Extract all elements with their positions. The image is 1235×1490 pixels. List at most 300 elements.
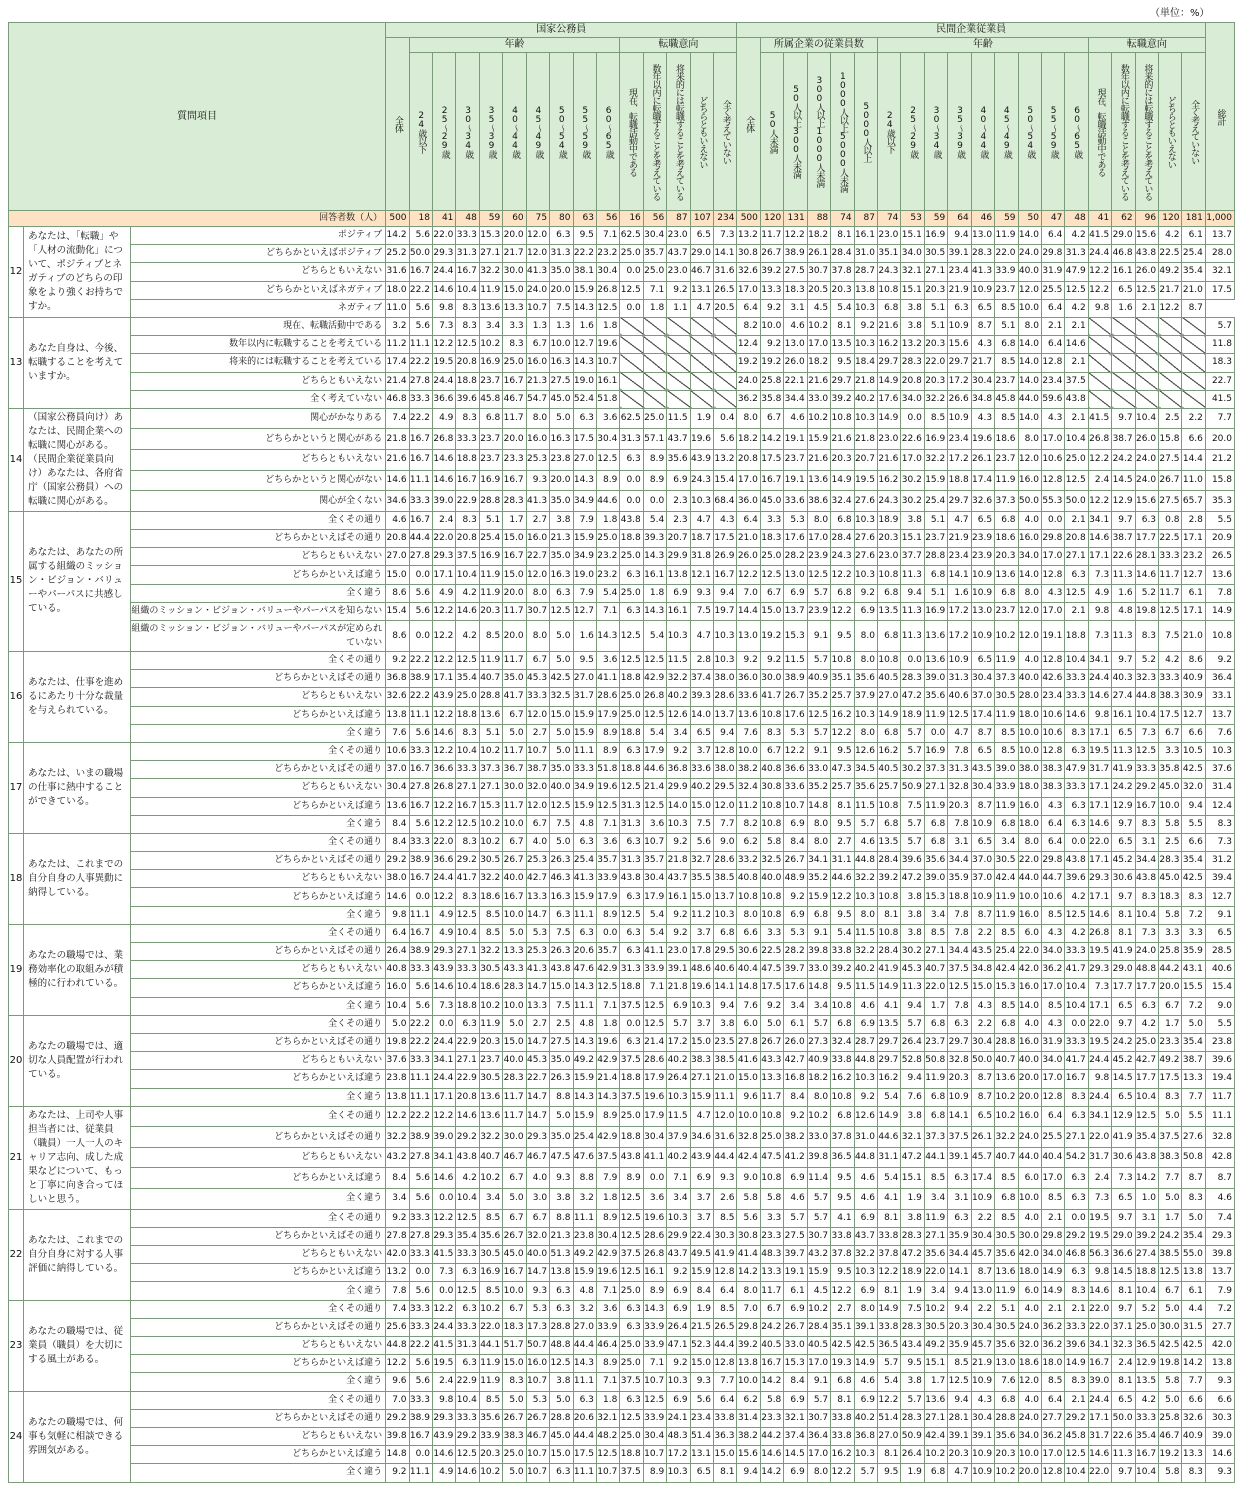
value-cell: 29.3 xyxy=(1088,961,1111,979)
respondents-value: 500 xyxy=(737,211,760,227)
answer-label: 全くその通り xyxy=(131,1106,386,1127)
value-cell: 26.7 xyxy=(526,1409,549,1427)
value-cell: 17.6 xyxy=(784,979,807,997)
value-cell: 11.9 xyxy=(479,281,502,299)
value-cell: 6.1 xyxy=(1182,584,1205,602)
value-cell: 21.3 xyxy=(526,372,549,390)
value-cell: 45.8 xyxy=(995,390,1018,408)
value-cell: 15.9 xyxy=(573,281,596,299)
value-cell: 13.3 xyxy=(760,1264,783,1282)
value-cell: 5.0 xyxy=(1159,1106,1182,1127)
value-cell: 20.3 xyxy=(948,1318,971,1336)
value-cell: 24.2 xyxy=(760,1318,783,1336)
value-cell: 18.8 xyxy=(456,450,479,471)
value-cell: 25.4 xyxy=(573,852,596,870)
value-cell: 38.1 xyxy=(573,263,596,281)
question-text: あなたは、いまの職場の仕事に熱中することができている。 xyxy=(24,742,131,833)
value-cell: 33.0 xyxy=(807,761,830,779)
value-cell: 4.3 xyxy=(971,408,994,429)
value-cell: 3.1 xyxy=(1135,833,1158,851)
table-row xyxy=(9,336,1235,354)
value-cell: 5.8 xyxy=(1159,906,1182,924)
value-cell: 25.0 xyxy=(1065,450,1088,471)
value-cell: 20.3 xyxy=(479,602,502,620)
value-cell: 11.9 xyxy=(995,227,1018,245)
value-cell: 14.8 xyxy=(737,979,760,997)
value-cell: 31.3 xyxy=(620,815,643,833)
value-cell: 14.0 xyxy=(1018,336,1041,354)
value-cell: 15.8 xyxy=(1159,429,1182,450)
table-row xyxy=(9,1033,1235,1051)
not-applicable-cell xyxy=(643,317,666,335)
value-cell: 9.8 xyxy=(432,299,455,317)
value-cell: 3.8 xyxy=(550,1189,573,1210)
value-cell: 22.2 xyxy=(409,408,432,429)
value-cell: 9.5 xyxy=(831,1168,854,1189)
value-cell: 27.6 xyxy=(854,491,877,512)
value-cell: 15.0 xyxy=(690,888,713,906)
value-cell: 12.4 xyxy=(1205,797,1234,815)
value-cell: 11.7 xyxy=(503,742,526,760)
value-cell: 31.1 xyxy=(831,852,854,870)
value-cell: 4.8 xyxy=(573,815,596,833)
question-text: あなたは、これまでの自分自身の人事異動に納得している。 xyxy=(24,833,131,924)
value-cell: 9.4 xyxy=(714,724,737,742)
answer-label: どちらかといえばその通り xyxy=(131,1227,386,1245)
value-cell: 32.0 xyxy=(1182,779,1205,797)
value-cell: 26.0 xyxy=(784,1033,807,1051)
value-cell: 8.1 xyxy=(714,1464,737,1482)
value-cell: 10.3 xyxy=(854,1264,877,1282)
answer-label: ネガティブ xyxy=(131,299,386,317)
value-cell: 16.2 xyxy=(877,336,900,354)
value-cell: 11.1 xyxy=(573,906,596,924)
value-cell: 5.0 xyxy=(503,924,526,942)
value-cell: 11.9 xyxy=(995,906,1018,924)
value-cell: 12.5 xyxy=(643,1391,666,1409)
value-cell: 16.7 xyxy=(760,470,783,491)
value-cell: 16.2 xyxy=(831,706,854,724)
question-number: 23 xyxy=(9,1300,24,1391)
value-cell: 9.1 xyxy=(807,621,830,652)
col-private-5 xyxy=(854,53,877,211)
value-cell: 2.1 xyxy=(1135,299,1158,317)
value-cell: 15.0 xyxy=(690,1355,713,1373)
value-cell: 3.3 xyxy=(1159,742,1182,760)
value-cell: 7.2 xyxy=(1182,906,1205,924)
value-cell: 17.4 xyxy=(971,1168,994,1189)
value-cell: 4.6 xyxy=(854,833,877,851)
value-cell: 10.2 xyxy=(924,1300,947,1318)
value-cell: 22.7 xyxy=(1205,372,1234,390)
value-cell: 8.3 xyxy=(503,336,526,354)
value-cell: 22.2 xyxy=(409,1015,432,1033)
value-cell: 10.4 xyxy=(1135,408,1158,429)
value-cell: 14.2 xyxy=(760,1464,783,1482)
value-cell: 6.9 xyxy=(667,1282,690,1300)
value-cell: 6.6 xyxy=(737,924,760,942)
value-cell: 16.7 xyxy=(456,470,479,491)
value-cell: 12.8 xyxy=(1041,1464,1064,1482)
value-cell: 6.3 xyxy=(1065,566,1088,584)
value-cell: 20.3 xyxy=(948,797,971,815)
value-cell: 30.4 xyxy=(971,670,994,688)
value-cell: 3.7 xyxy=(690,742,713,760)
question-number: 14 xyxy=(9,408,24,511)
answer-label: どちらともいえない xyxy=(131,1246,386,1264)
value-cell: 39.1 xyxy=(854,1318,877,1336)
value-cell: 32.2 xyxy=(854,943,877,961)
value-cell: 42.8 xyxy=(1205,1147,1234,1168)
value-cell: 35.0 xyxy=(550,1052,573,1070)
value-cell: 33.3 xyxy=(1159,670,1182,688)
value-cell: 22.2 xyxy=(409,1106,432,1127)
value-cell: 10.3 xyxy=(667,621,690,652)
value-cell: 21.9 xyxy=(948,530,971,548)
value-cell: 30.7 xyxy=(807,263,830,281)
value-cell: 39.2 xyxy=(831,961,854,979)
value-cell: 11.9 xyxy=(924,797,947,815)
value-cell: 15.3 xyxy=(784,1355,807,1373)
value-cell: 10.6 xyxy=(1041,706,1064,724)
col-private-7-label: 25〜29歳 xyxy=(908,105,919,158)
value-cell: 20.8 xyxy=(737,450,760,471)
value-cell: 55.0 xyxy=(1182,1246,1205,1264)
value-cell: 8.9 xyxy=(620,1168,643,1189)
value-cell: 15.0 xyxy=(503,1355,526,1373)
value-cell: 12.2 xyxy=(1088,281,1111,299)
respondents-value: 62 xyxy=(1112,211,1135,227)
value-cell: 65.7 xyxy=(1182,491,1205,512)
value-cell: 33.9 xyxy=(596,870,619,888)
value-cell: 16.7 xyxy=(409,797,432,815)
value-cell: 6.4 xyxy=(714,1391,737,1409)
col-national-11-label: 数年以内に転職することを考えている xyxy=(650,63,661,200)
value-cell: 31.2 xyxy=(1205,852,1234,870)
value-cell: 22.9 xyxy=(456,491,479,512)
value-cell: 45.8 xyxy=(1065,1427,1088,1445)
value-cell: 28.3 xyxy=(901,1409,924,1427)
value-cell: 37.5 xyxy=(596,1147,619,1168)
answer-label: 全くその通り xyxy=(131,1300,386,1318)
value-cell: 44.6 xyxy=(831,870,854,888)
value-cell: 22.2 xyxy=(409,1033,432,1051)
value-cell: 41.5 xyxy=(1088,408,1111,429)
value-cell: 38.9 xyxy=(409,943,432,961)
value-cell: 5.4 xyxy=(643,724,666,742)
value-cell: 30.4 xyxy=(971,1318,994,1336)
value-cell: 2.1 xyxy=(1065,511,1088,529)
value-cell: 25.0 xyxy=(620,1355,643,1373)
value-cell: 47.5 xyxy=(760,1147,783,1168)
value-cell: 8.0 xyxy=(1018,429,1041,450)
value-cell: 26.8 xyxy=(432,429,455,450)
value-cell: 9.5 xyxy=(831,815,854,833)
value-cell: 5.1 xyxy=(924,317,947,335)
value-cell: 29.7 xyxy=(948,1033,971,1051)
answer-label: 全くその通り xyxy=(131,1015,386,1033)
value-cell: 1.9 xyxy=(901,1189,924,1210)
value-cell: 39.7 xyxy=(784,961,807,979)
value-cell: 0.0 xyxy=(409,566,432,584)
value-cell: 17.7 xyxy=(1135,1070,1158,1088)
value-cell: 6.5 xyxy=(1112,281,1135,299)
value-cell: 8.5 xyxy=(479,1282,502,1300)
value-cell: 50.8 xyxy=(1182,1147,1205,1168)
value-cell: 18.0 xyxy=(1018,815,1041,833)
value-cell: 10.7 xyxy=(526,1464,549,1482)
value-cell: 19.7 xyxy=(714,602,737,620)
value-cell: 20.0 xyxy=(1018,1070,1041,1088)
value-cell: 9.7 xyxy=(1112,815,1135,833)
value-cell: 4.7 xyxy=(690,1106,713,1127)
value-cell: 5.3 xyxy=(526,924,549,942)
value-cell: 10.9 xyxy=(971,815,994,833)
value-cell: 40.2 xyxy=(854,1409,877,1427)
value-cell: 35.7 xyxy=(643,852,666,870)
value-cell: 33.2 xyxy=(737,852,760,870)
value-cell: 25.0 xyxy=(596,530,619,548)
value-cell: 34.0 xyxy=(1041,1246,1064,1264)
value-cell: 7.7 xyxy=(714,1373,737,1391)
value-cell: 41.9 xyxy=(1112,1127,1135,1148)
value-cell: 15.1 xyxy=(901,227,924,245)
value-cell: 43.9 xyxy=(432,961,455,979)
value-cell: 12.6 xyxy=(667,706,690,724)
value-cell: 36.3 xyxy=(714,1427,737,1445)
value-cell: 32.3 xyxy=(1135,670,1158,688)
value-cell: 14.6 xyxy=(432,470,455,491)
answer-label: どちらかといえばポジティブ xyxy=(131,245,386,263)
value-cell: 12.5 xyxy=(643,797,666,815)
value-cell: 44.8 xyxy=(854,852,877,870)
table-row xyxy=(9,1446,1235,1464)
value-cell: 13.5 xyxy=(877,1015,900,1033)
value-cell: 35.6 xyxy=(479,1227,502,1245)
value-cell: 10.9 xyxy=(971,1189,994,1210)
answer-label: 将来的には転職することを考えている xyxy=(131,354,386,372)
value-cell: 50.9 xyxy=(901,1427,924,1445)
value-cell: 33.9 xyxy=(596,1318,619,1336)
value-cell: 24.2 xyxy=(1112,779,1135,797)
table-row xyxy=(9,1127,1235,1148)
value-cell: 13.6 xyxy=(1205,566,1234,584)
value-cell: 8.3 xyxy=(1182,888,1205,906)
value-cell: 24.3 xyxy=(831,548,854,566)
value-cell: 5.4 xyxy=(643,906,666,924)
value-cell: 27.0 xyxy=(877,688,900,706)
value-cell: 3.3 xyxy=(1159,924,1182,942)
value-cell: 10.3 xyxy=(714,906,737,924)
value-cell: 8.0 xyxy=(1018,584,1041,602)
value-cell: 1.9 xyxy=(690,1300,713,1318)
col-private-3-label: 300人以上1000人未満 xyxy=(814,76,825,187)
col-national-13-label: どちらともいえない xyxy=(697,95,708,168)
value-cell: 16.7 xyxy=(503,548,526,566)
value-cell: 29.3 xyxy=(432,1227,455,1245)
size-header-private: 所属企業の従業員数 xyxy=(760,38,877,53)
value-cell: 6.8 xyxy=(924,566,947,584)
value-cell: 8.0 xyxy=(807,1088,830,1106)
value-cell: 40.4 xyxy=(1041,1147,1064,1168)
value-cell: 12.5 xyxy=(1135,1106,1158,1127)
value-cell: 28.8 xyxy=(924,548,947,566)
value-cell: 33.6 xyxy=(784,779,807,797)
value-cell: 1.7 xyxy=(924,1373,947,1391)
value-cell: 22.0 xyxy=(432,227,455,245)
value-cell: 5.7 xyxy=(854,1464,877,1482)
not-applicable-cell xyxy=(643,354,666,372)
value-cell: 14.5 xyxy=(1112,1264,1135,1282)
value-cell: 33.3 xyxy=(1135,761,1158,779)
value-cell: 29.8 xyxy=(1041,852,1064,870)
value-cell: 9.7 xyxy=(1112,1015,1135,1033)
value-cell: 14.8 xyxy=(386,1446,409,1464)
value-cell: 27.0 xyxy=(573,450,596,471)
value-cell: 16.9 xyxy=(479,470,502,491)
value-cell: 8.7 xyxy=(1182,1168,1205,1189)
value-cell: 3.8 xyxy=(901,511,924,529)
table-row xyxy=(9,1355,1235,1373)
value-cell: 9.3 xyxy=(526,1282,549,1300)
value-cell: 12.5 xyxy=(620,1189,643,1210)
value-cell: 17.1 xyxy=(1088,852,1111,870)
value-cell: 15.0 xyxy=(503,281,526,299)
value-cell: 6.9 xyxy=(784,906,807,924)
value-cell: 2.1 xyxy=(1041,1209,1064,1227)
value-cell: 14.3 xyxy=(573,979,596,997)
value-cell: 10.3 xyxy=(667,1209,690,1227)
value-cell: 23.7 xyxy=(924,1033,947,1051)
value-cell: 32.2 xyxy=(924,390,947,408)
value-cell: 23.7 xyxy=(995,450,1018,471)
value-cell: 6.8 xyxy=(877,299,900,317)
value-cell: 34.0 xyxy=(901,390,924,408)
not-applicable-cell xyxy=(620,390,643,408)
value-cell: 3.4 xyxy=(667,1189,690,1210)
value-cell: 16.7 xyxy=(409,263,432,281)
value-cell: 12.5 xyxy=(596,797,619,815)
value-cell: 18.8 xyxy=(948,470,971,491)
value-cell: 24.0 xyxy=(1135,450,1158,471)
value-cell: 10.0 xyxy=(503,815,526,833)
value-cell: 7.6 xyxy=(386,724,409,742)
value-cell: 27.1 xyxy=(1065,1127,1088,1148)
value-cell: 39.2 xyxy=(877,870,900,888)
value-cell: 12.2 xyxy=(877,1264,900,1282)
value-cell: 39.1 xyxy=(948,245,971,263)
not-applicable-cell xyxy=(643,336,666,354)
value-cell: 16.0 xyxy=(1018,530,1041,548)
value-cell: 17.1 xyxy=(432,670,455,688)
col-national-5 xyxy=(503,53,526,211)
value-cell: 3.4 xyxy=(924,1189,947,1210)
value-cell: 23.3 xyxy=(760,1227,783,1245)
value-cell: 9.1 xyxy=(807,924,830,942)
value-cell: 16.0 xyxy=(526,1355,549,1373)
value-cell: 27.1 xyxy=(924,779,947,797)
value-cell: 4.2 xyxy=(1159,227,1182,245)
value-cell: 8.5 xyxy=(1041,997,1064,1015)
value-cell: 6.8 xyxy=(877,724,900,742)
value-cell: 37.0 xyxy=(386,761,409,779)
value-cell: 33.3 xyxy=(1065,779,1088,797)
value-cell: 11.0 xyxy=(386,299,409,317)
answer-label: 全く違う xyxy=(131,1373,386,1391)
value-cell: 5.6 xyxy=(409,584,432,602)
value-cell: 26.7 xyxy=(503,852,526,870)
value-cell: 38.5 xyxy=(1159,1246,1182,1264)
value-cell: 38.7 xyxy=(1112,530,1135,548)
value-cell: 32.2 xyxy=(667,670,690,688)
value-cell: 6.3 xyxy=(1065,1189,1088,1210)
value-cell: 26.0 xyxy=(737,548,760,566)
value-cell: 5.6 xyxy=(409,1282,432,1300)
answer-label: 組織のミッション・ビジョン・バリューやパーパスを知らない xyxy=(131,602,386,620)
value-cell: 46.4 xyxy=(596,1337,619,1355)
value-cell: 30.5 xyxy=(995,1227,1018,1245)
value-cell: 21.0 xyxy=(737,530,760,548)
value-cell: 20.0 xyxy=(1205,429,1234,450)
value-cell: 6.0 xyxy=(1018,1168,1041,1189)
value-cell: 33.3 xyxy=(456,761,479,779)
value-cell: 12.2 xyxy=(1159,299,1182,317)
value-cell: 14.3 xyxy=(573,470,596,491)
value-cell: 34.4 xyxy=(948,1246,971,1264)
value-cell: 7.1 xyxy=(596,1282,619,1300)
value-cell: 6.3 xyxy=(948,1168,971,1189)
value-cell: 39.2 xyxy=(760,263,783,281)
value-cell: 35.6 xyxy=(995,1337,1018,1355)
value-cell: 8.1 xyxy=(1112,1373,1135,1391)
value-cell: 38.9 xyxy=(409,852,432,870)
value-cell: 8.5 xyxy=(1041,1189,1064,1210)
value-cell: 31.9 xyxy=(1041,1033,1064,1051)
value-cell: 6.7 xyxy=(760,742,783,760)
value-cell: 6.0 xyxy=(737,1015,760,1033)
value-cell: 23.3 xyxy=(1159,1033,1182,1051)
value-cell: 35.5 xyxy=(690,870,713,888)
value-cell: 10.3 xyxy=(667,815,690,833)
value-cell: 10.8 xyxy=(877,566,900,584)
value-cell: 20.8 xyxy=(386,530,409,548)
value-cell: 17.1 xyxy=(1088,797,1111,815)
value-cell: 24.2 xyxy=(1112,450,1135,471)
not-applicable-cell xyxy=(620,317,643,335)
value-cell: 8.3 xyxy=(1182,1464,1205,1482)
value-cell: 20.3 xyxy=(479,1033,502,1051)
value-cell: 12.5 xyxy=(620,1264,643,1282)
table-row xyxy=(9,997,1235,1015)
value-cell: 44.4 xyxy=(573,1427,596,1445)
value-cell: 35.8 xyxy=(760,390,783,408)
value-cell: 8.9 xyxy=(643,1282,666,1300)
value-cell: 40.2 xyxy=(854,961,877,979)
value-cell: 29.2 xyxy=(456,852,479,870)
value-cell: 9.2 xyxy=(667,924,690,942)
value-cell: 35.4 xyxy=(1182,1227,1205,1245)
value-cell: 35.0 xyxy=(550,491,573,512)
value-cell: 31.9 xyxy=(1041,263,1064,281)
value-cell: 20.7 xyxy=(667,530,690,548)
value-cell: 25.0 xyxy=(620,548,643,566)
value-cell: 6.4 xyxy=(386,924,409,942)
value-cell: 12.2 xyxy=(432,815,455,833)
value-cell: 6.8 xyxy=(924,1088,947,1106)
value-cell: 9.4 xyxy=(948,1391,971,1409)
value-cell: 20.0 xyxy=(1018,1088,1041,1106)
value-cell: 13.5 xyxy=(877,833,900,851)
